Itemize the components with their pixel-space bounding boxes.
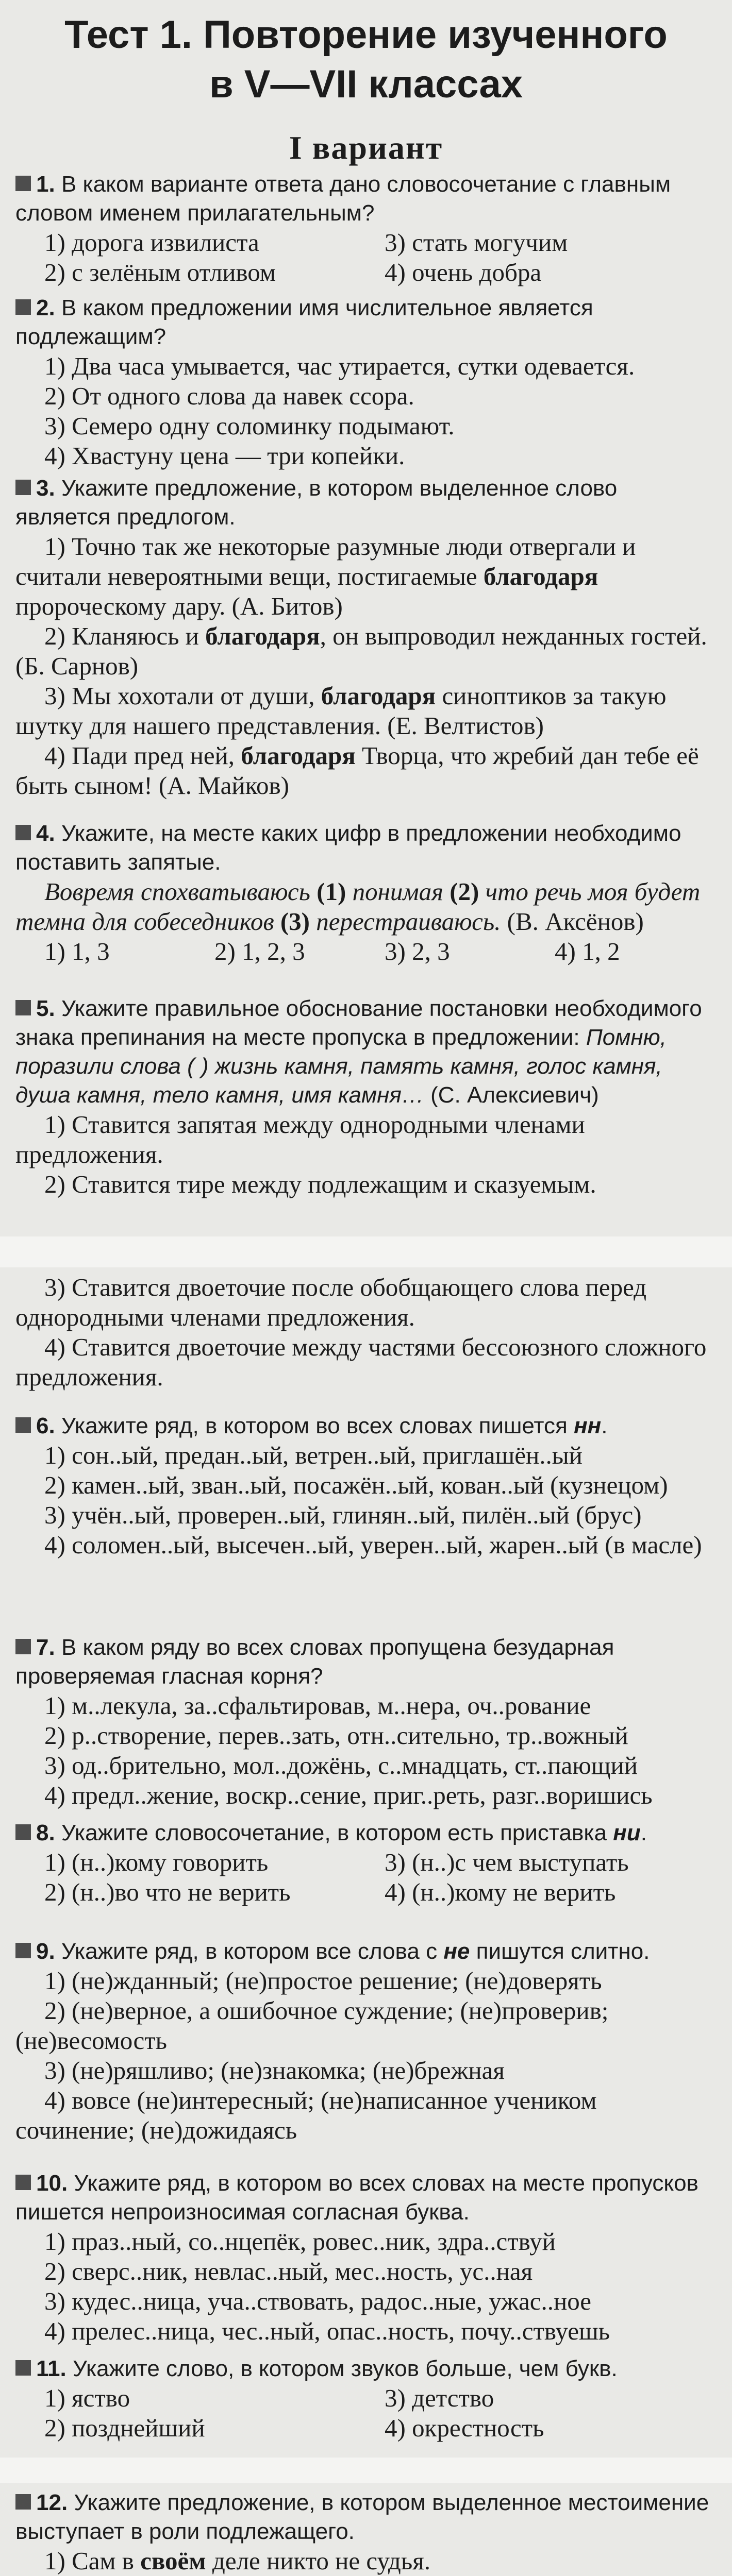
option-1[interactable]: 1) Ставится запятая между однородными членами предложения. bbox=[15, 1110, 585, 1168]
test-title bbox=[15, 0, 717, 109]
question-text: Укажите ряд, в котором все слова с bbox=[61, 1939, 444, 1964]
option-4[interactable]: 4) очень добра bbox=[385, 258, 542, 286]
question-5-continued bbox=[15, 1273, 717, 1392]
question-9: 9. Укажите ряд, в котором все слова с не пишутся слитно. 1) (не)жданный; (не)простое решение; (не)доверять 2) (не)верное, а ошибочное суждение; (не)проверив; (не)весомость 3) (не)ряшливо; (не)знакомка; (не)брежная 4) вовсе (не)интересный; (не)написанное учеником сочинение; (не)дожидаясь bbox=[15, 1937, 717, 2145]
question-number: 8. bbox=[36, 1820, 55, 1845]
question-number: 9. bbox=[36, 1939, 55, 1964]
option-2[interactable]: 2) сверс..ник, невлас..ный, мес..ность, ус..ная bbox=[44, 2257, 533, 2285]
question-number: 5. bbox=[36, 996, 55, 1021]
option-2[interactable]: 2) р..створение, перев..зать, отн..сительно, тр..вожный bbox=[44, 1721, 628, 1750]
option-2[interactable]: 2) (не)верное, а ошибочное суждение; (не)проверив; (не)весомость bbox=[15, 1996, 609, 2055]
question-number: 3. bbox=[36, 476, 55, 501]
option-3[interactable]: 3) Ставится двоеточие после обобщающего слова перед однородными членами предложения. bbox=[15, 1273, 647, 1331]
option-2[interactable]: 2) Ставится тире между подлежащим и сказуемым. bbox=[44, 1170, 596, 1198]
question-marker-icon bbox=[15, 1824, 31, 1840]
variant-heading: I вариант bbox=[289, 129, 443, 166]
question-text: В каком ряду во всех словах пропущена безударная проверяемая гласная корня? bbox=[15, 1635, 614, 1689]
option-1[interactable]: 1) праз..ный, со..нцепёк, ровес..ник, здра..ствуй bbox=[44, 2227, 556, 2256]
option-3[interactable]: 3) Мы хохотали от души, благодаря синоптиков за такую шутку для нашего представления. (Е. Велтистов) bbox=[15, 682, 667, 740]
question-3 bbox=[15, 474, 717, 801]
title-line-1: Тест 1. Повторение изученного bbox=[64, 13, 668, 57]
question-11 bbox=[15, 2354, 717, 2443]
question-6: 6. Укажите ряд, в котором во всех словах пишется нн. 1) сон..ый, предан..ый, ветрен..ый, приглашён..ый 2) камен..ый, зван..ый, посажён..ый, кован..ый (кузнецом) 3) учён..ый, проверен..ый, глинян..ый, пилён..ый (брус) 4) соломен..ый, высечен..ый, уверен..ый, жарен..ый (в масле) bbox=[15, 1412, 717, 1560]
options bbox=[15, 2383, 717, 2443]
question-number: 12. bbox=[36, 2490, 68, 2515]
option-2[interactable]: 2) с зелёным отливом bbox=[44, 258, 276, 286]
question-marker-icon bbox=[15, 1417, 31, 1433]
option-4[interactable]: 4) (н..)кому не верить bbox=[385, 1878, 616, 1906]
option-2[interactable]: 2) позднейший bbox=[44, 2414, 205, 2442]
option-1[interactable]: 1) Сам в своём деле никто не судья. bbox=[44, 2547, 430, 2575]
question-text: Укажите ряд, в котором во всех словах на месте пропусков пишется непроизносимая согласная буква. bbox=[15, 2171, 698, 2225]
option-1[interactable]: 1) дорога извилиста bbox=[44, 228, 259, 257]
question-marker-icon bbox=[15, 1000, 31, 1015]
option-3[interactable]: 3) Семеро одну соломинку подымают. bbox=[44, 412, 455, 440]
option-3[interactable]: 3) (не)ряшливо; (не)знакомка; (не)брежная bbox=[44, 2056, 505, 2084]
options bbox=[15, 228, 717, 287]
option-2[interactable]: 2) камен..ый, зван..ый, посажён..ый, кован..ый (кузнецом) bbox=[44, 1471, 668, 1499]
question-number: 11. bbox=[36, 2356, 66, 2381]
option-1[interactable]: 1) 1, 3 bbox=[44, 937, 110, 965]
option-1[interactable]: 1) Два часа умывается, час утирается, сутки одевается. bbox=[44, 352, 635, 380]
question-text: Укажите предложение, в котором выделенное слово является предлогом. bbox=[15, 476, 618, 530]
title-line-2: в V—VII классах bbox=[209, 62, 523, 106]
question-marker-icon bbox=[15, 2360, 31, 2376]
option-2[interactable]: 2) От одного слова да навек ссора. bbox=[44, 382, 414, 410]
question-number: 2. bbox=[36, 295, 55, 320]
option-3[interactable]: 3) од..брительно, мол..дожёнь, с..мнадцать, ст..пающий bbox=[44, 1751, 638, 1780]
option-4[interactable]: 4) окрестность bbox=[385, 2414, 544, 2442]
option-1[interactable]: 1) (не)жданный; (не)простое решение; (не)доверять bbox=[44, 1967, 602, 1995]
page-break bbox=[0, 1236, 732, 1267]
options bbox=[15, 937, 717, 967]
question-number: 4. bbox=[36, 821, 55, 846]
question-10 bbox=[15, 2169, 717, 2346]
question-8: 8. Укажите словосочетание, в котором есть приставка ни. 1) (н..)кому говорить 3) (н..)с чем выступать 2) (н..)во что не верить 4) (н..)кому не верить bbox=[15, 1819, 717, 1907]
option-3[interactable]: 3) 2, 3 bbox=[385, 937, 450, 965]
question-4 bbox=[15, 819, 717, 967]
question-1 bbox=[15, 170, 717, 287]
option-4[interactable]: 4) Пади пред ней, благодаря Творца, что жребий дан тебе её быть сыном! (А. Майков) bbox=[15, 741, 699, 800]
question-5: 5. Укажите правильное обоснование постановки необходимого знака препинания на месте пропуска в предложении: Помню, поразили слова ( ) жизнь камня, память камня, голос камня, душа камня, тело камня, имя камня… (С. Алексиевич) 1) Ставится запятая между однородными членами предложения. 2) Ставится тире между подлежащим и сказуемым. bbox=[15, 994, 717, 1199]
question-marker-icon bbox=[15, 1639, 31, 1654]
question-marker-icon bbox=[15, 2175, 31, 2190]
question-marker-icon bbox=[15, 176, 31, 191]
question-text: В каком предложении имя числительное является подлежащим? bbox=[15, 295, 593, 349]
highlighted-word: благодаря bbox=[483, 562, 598, 590]
question-2 bbox=[15, 294, 717, 471]
page-break bbox=[0, 2458, 732, 2483]
question-text: Укажите предложение, в котором выделенное местоимение выступает в роли подлежащего. bbox=[15, 2490, 709, 2544]
question-marker-icon bbox=[15, 299, 31, 315]
option-3[interactable]: 3) детство bbox=[385, 2384, 494, 2412]
question-text: Укажите словосочетание, в котором есть приставка bbox=[61, 1820, 613, 1845]
option-4[interactable]: 4) соломен..ый, высечен..ый, уверен..ый, жарен..ый (в масле) bbox=[44, 1531, 702, 1559]
option-2[interactable]: 2) (н..)во что не верить bbox=[44, 1878, 291, 1906]
highlighted-word: своём bbox=[140, 2547, 206, 2575]
option-3[interactable]: 3) стать могучим bbox=[385, 228, 568, 257]
question-12 bbox=[15, 2488, 717, 2576]
option-1[interactable]: 1) м..лекула, за..сфальтировав, м..нера, оч..рование bbox=[44, 1691, 591, 1720]
question-text: Укажите ряд, в котором во всех словах пишется bbox=[61, 1413, 574, 1438]
option-4[interactable]: 4) вовсе (не)интересный; (не)написанное учеником сочинение; (не)дожидаясь bbox=[15, 2086, 597, 2144]
option-4[interactable]: 4) предл..жение, воскр..сение, приг..реть, разг..воришись bbox=[44, 1781, 653, 1809]
option-2[interactable]: 2) 1, 2, 3 bbox=[214, 937, 305, 965]
question-marker-icon bbox=[15, 2494, 31, 2510]
option-2[interactable]: 2) Кланяюсь и благодаря, он выпроводил нежданных гостей. (Б. Сарнов) bbox=[15, 622, 707, 680]
option-1[interactable]: 1) (н..)кому говорить bbox=[44, 1848, 269, 1876]
option-3[interactable]: 3) (н..)с чем выступать bbox=[385, 1848, 629, 1876]
option-4[interactable]: 4) 1, 2 bbox=[555, 937, 620, 965]
question-marker-icon bbox=[15, 480, 31, 495]
option-4[interactable]: 4) Хвастуну цена — три копейки. bbox=[44, 442, 405, 470]
highlighted-word: благодаря bbox=[321, 682, 436, 710]
option-4[interactable]: 4) Ставится двоеточие между частями бессоюзного сложного предложения. bbox=[15, 1333, 707, 1391]
question-number: 6. bbox=[36, 1413, 55, 1438]
option-3[interactable]: 3) кудес..ница, уча..ствовать, радос..ные, ужас..ное bbox=[44, 2287, 592, 2315]
option-1[interactable]: 1) яство bbox=[44, 2384, 130, 2412]
highlighted-word: благодаря bbox=[205, 622, 320, 650]
question-text: Укажите слово, в котором звуков больше, чем букв. bbox=[72, 2356, 618, 2381]
question-marker-icon bbox=[15, 825, 31, 840]
question-7 bbox=[15, 1633, 717, 1810]
question-text: Укажите правильное обоснование постановки необходимого знака препинания на месте пропуска в предложении: bbox=[15, 996, 702, 1050]
options bbox=[15, 1848, 717, 1907]
highlighted-word: благодаря bbox=[241, 741, 356, 770]
option-4[interactable]: 4) прелес..ница, чес..ный, опас..ность, почу..ствуешь bbox=[44, 2317, 610, 2345]
option-3[interactable]: 3) учён..ый, проверен..ый, глинян..ый, пилён..ый (брус) bbox=[44, 1501, 642, 1529]
question-number: 7. bbox=[36, 1635, 55, 1660]
option-1[interactable]: 1) сон..ый, предан..ый, ветрен..ый, приглашён..ый bbox=[44, 1441, 583, 1469]
question-text: Укажите, на месте каких цифр в предложении необходимо поставить запятые. bbox=[15, 821, 681, 875]
option-1[interactable]: 1) Точно так же некоторые разумные люди отвергали и считали невероятными вещи, постигаемые благодаря пророческому дару. (А. Битов) bbox=[15, 532, 636, 620]
task-sentence: Вовремя спохватываюсь (1) понимая (2) что речь моя будет темна для собеседников (3) перестраиваюсь. (В. Аксёнов) bbox=[15, 877, 701, 936]
question-marker-icon bbox=[15, 1943, 31, 1958]
question-number: 1. bbox=[36, 172, 55, 197]
question-number: 10. bbox=[36, 2171, 68, 2196]
question-text: В каком варианте ответа дано словосочетание с главным словом именем прилагательным? bbox=[15, 172, 671, 226]
